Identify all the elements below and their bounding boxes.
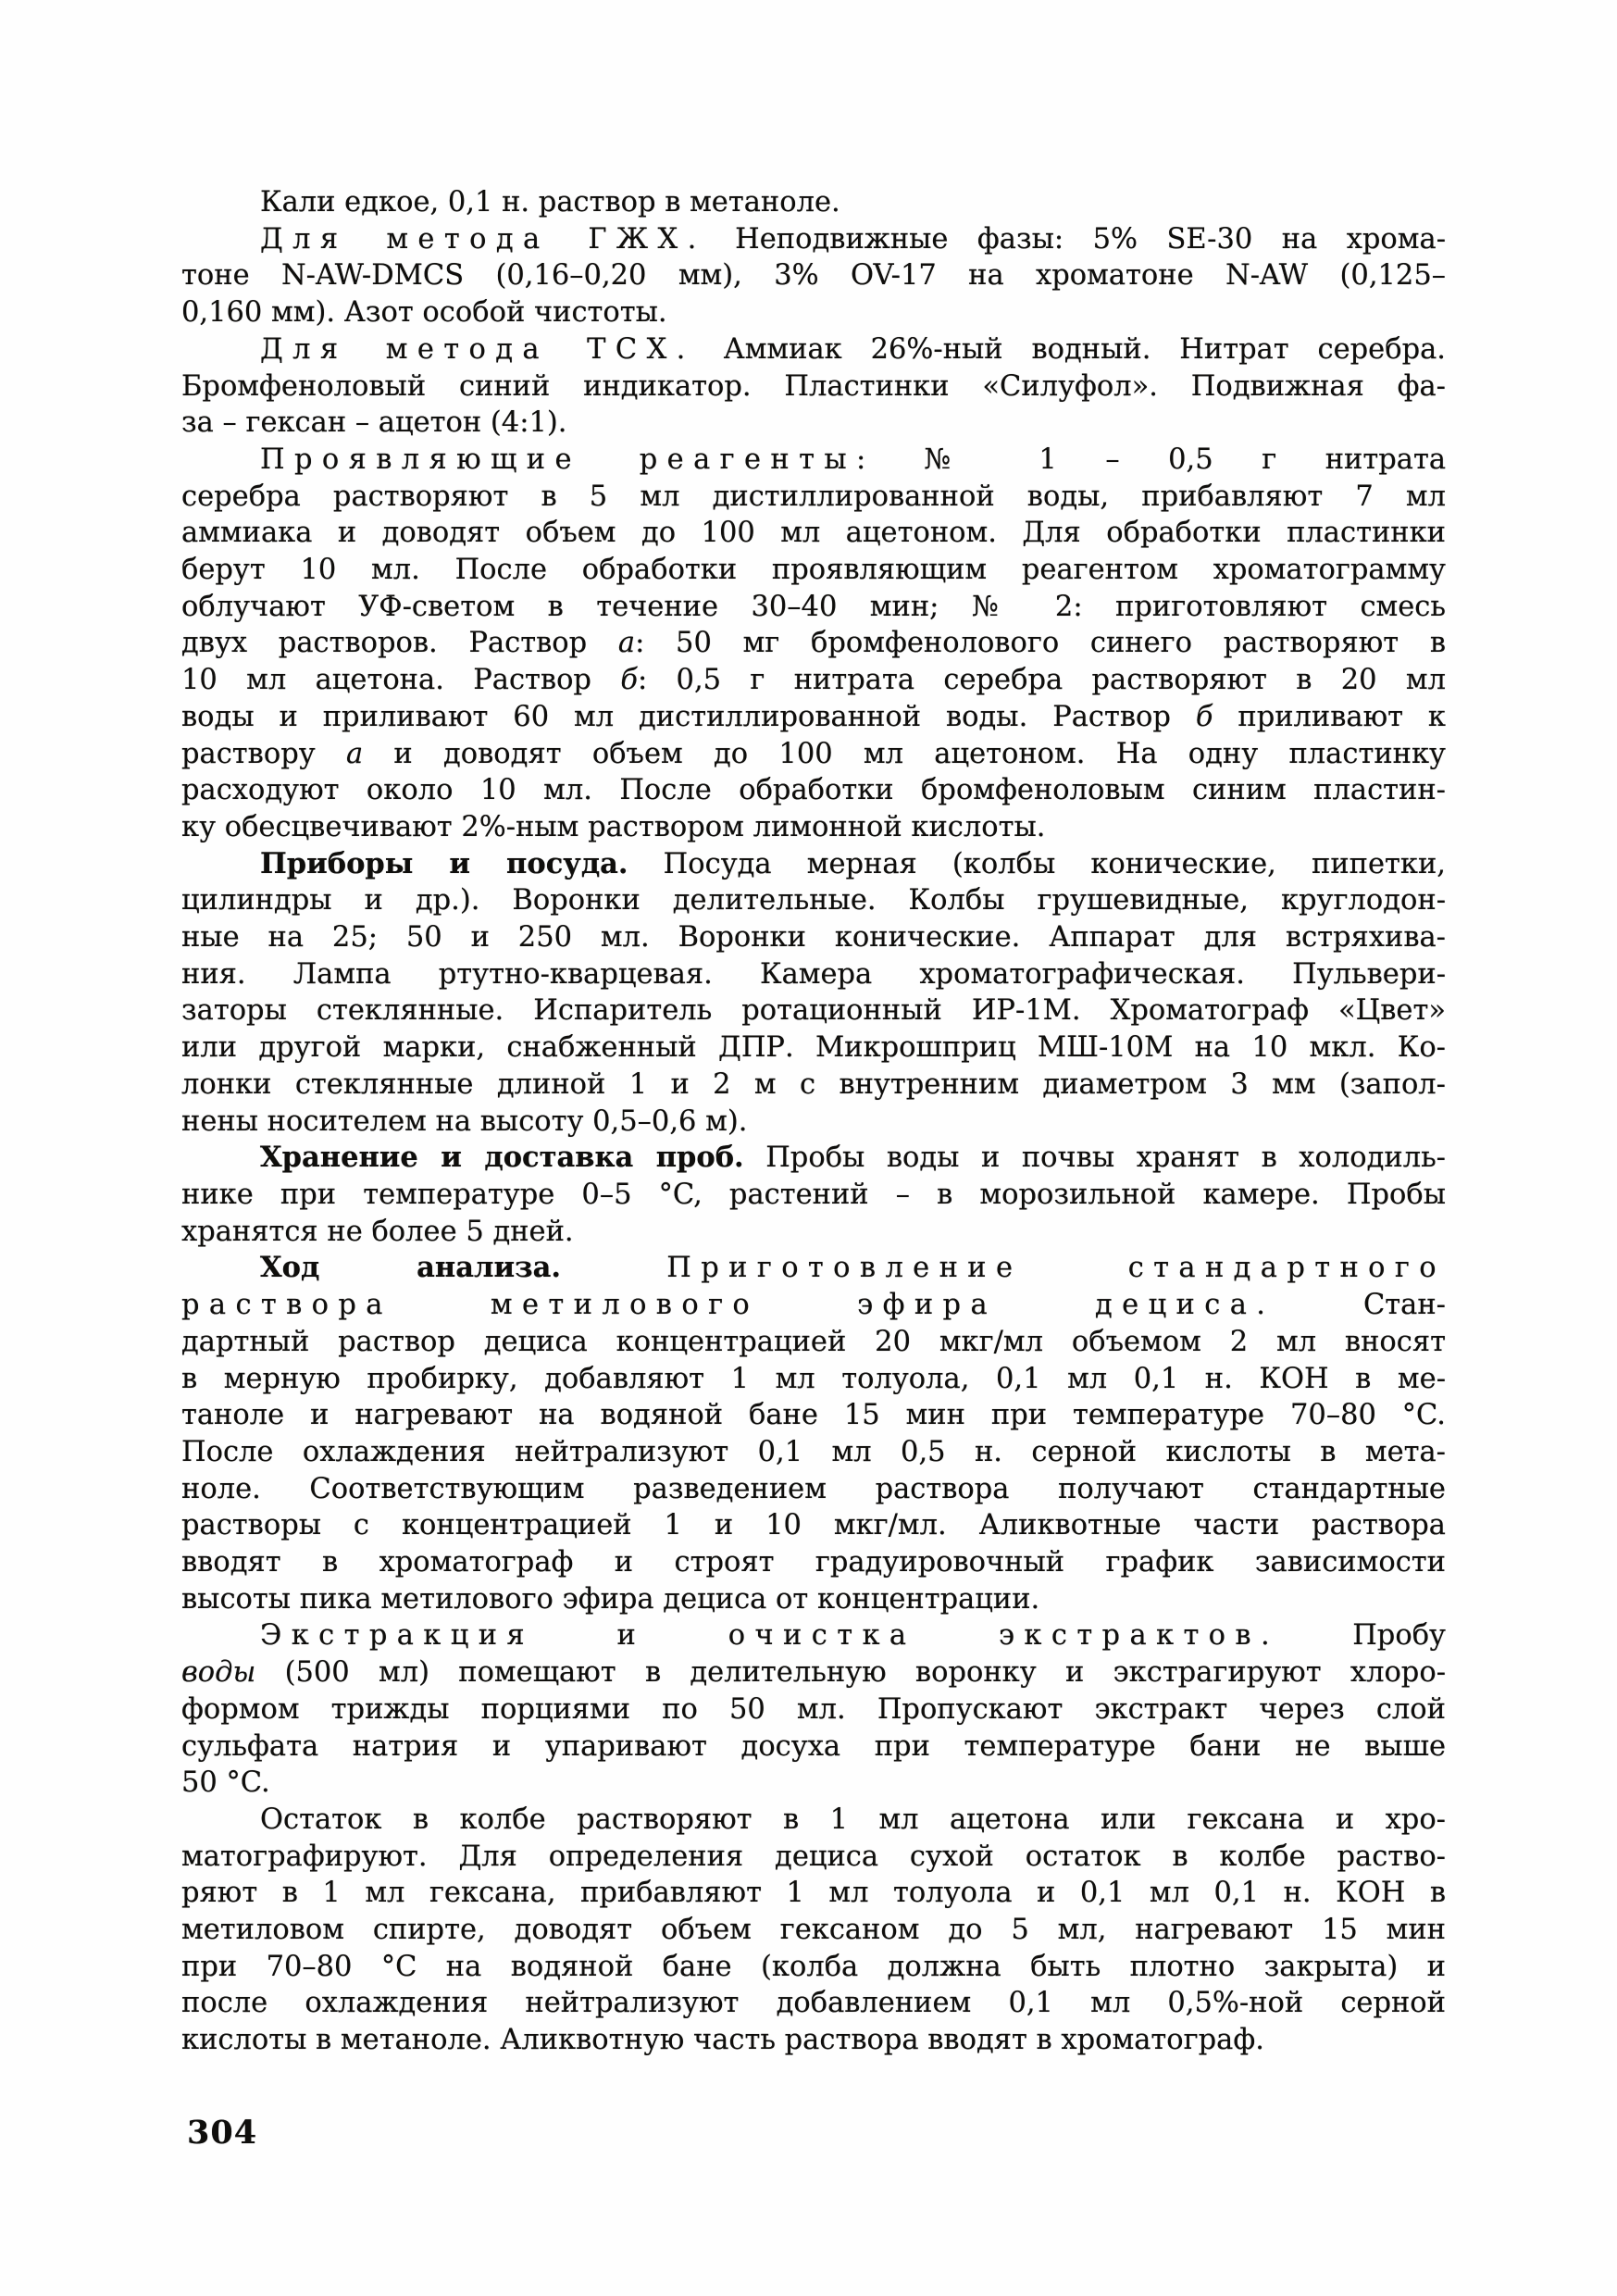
text-segment: Посуда мерная (колбы конические, пипетки, (628, 847, 1446, 880)
text-line (181, 1434, 1446, 1471)
text-segment: а (617, 627, 636, 660)
text-line (181, 1029, 1446, 1067)
text-segment: цилиндры и др.). Воронки делительные. Колбы грушевидные, круглодон- (181, 884, 1446, 917)
text-line (181, 1949, 1446, 1986)
text-line (181, 221, 1446, 258)
text-segment: берут 10 мл. После обработки проявляющим реагентом хроматограмму (181, 554, 1446, 587)
text-line (181, 1250, 1446, 1287)
text-segment: Проявляющие реагенты: (260, 443, 876, 476)
text-segment: кислоты в метаноле. Аликвотную часть раствора вводят в хроматограф. (181, 2024, 1264, 2057)
text-segment: Хранение и доставка проб. (260, 1141, 744, 1175)
text-line (181, 1912, 1446, 1949)
text-segment: двух растворов. Раствор (181, 627, 618, 660)
text-line (181, 405, 1446, 442)
text-segment: формом трижды порциями по 50 мл. Пропускают экстракт через слой (181, 1692, 1446, 1726)
text-line (181, 1287, 1446, 1324)
text-segment: 50 °C. (181, 1766, 270, 1800)
text-segment: метиловом спирте, доводят объем гексаном до 5 мл, нагревают 15 мин (181, 1914, 1446, 1947)
text-segment: раствору (181, 737, 346, 770)
text-segment: хранятся не более 5 дней. (181, 1215, 574, 1248)
text-segment: тоне N-AW-DMCS (0,16–0,20 мм), 3% OV-17 на хроматоне N-AW (0,125– (181, 259, 1446, 293)
text-line (181, 1471, 1446, 1508)
text-segment: или другой марки, снабженный ДПР. Микрошприц МШ-10М на 10 мкл. Ко- (181, 1031, 1446, 1065)
text-segment: б (1195, 700, 1213, 733)
text-segment: и доводят объем до 100 мл ацетоном. На одну пластинку (363, 737, 1446, 770)
text-segment: воды и приливают 60 мл дистиллированной воды. Раствор (181, 700, 1196, 733)
text-segment: заторы стеклянные. Испаритель ротационный ИР-1М. Хроматограф «Цвет» (181, 994, 1446, 1028)
text-segment: Стан- (1275, 1289, 1446, 1322)
text-line (181, 294, 1446, 331)
text-segment: приливают к (1213, 700, 1446, 733)
text-segment: матографируют. Для определения дециса сухой остаток в колбе раство- (181, 1840, 1446, 1873)
text-segment: нены носителем на высоту 0,5–0,6 м). (181, 1104, 748, 1138)
text-segment: облучают УФ-светом в течение 30–40 мин; № 2: приготовляют смесь (181, 590, 1446, 623)
text-block (181, 184, 1446, 2059)
text-line (181, 552, 1446, 589)
text-segment: расходуют около 10 мл. После обработки бромфеноловым синим пластин- (181, 774, 1446, 807)
text-segment: Бромфеноловый синий индикатор. Пластинки «Силуфол». Подвижная фа- (181, 369, 1446, 403)
text-segment: ку обесцвечивают 2%-ным раствором лимонной кислоты. (181, 810, 1046, 843)
text-segment: серебра растворяют в 5 мл дистиллированной воды, прибавляют 7 мл (181, 480, 1446, 513)
text-line (181, 809, 1446, 846)
text-segment: за – гексан – ацетон (4:1). (181, 406, 567, 440)
text-line (181, 992, 1446, 1029)
text-segment: аммиака и доводят объем до 100 мл ацетоном. Для обработки пластинки (181, 517, 1446, 550)
text-segment: ряют в 1 мл гексана, прибавляют 1 мл толуола и 0,1 мл 0,1 н. КОН в (181, 1877, 1446, 1910)
text-segment: Для метода ГЖХ. (260, 222, 706, 256)
text-segment: Неподвижные фазы: 5% SE-30 на хрома- (705, 222, 1446, 256)
text-line (181, 699, 1446, 736)
text-line (181, 1140, 1446, 1177)
text-segment: № 1 – 0,5 г нитрата (875, 443, 1447, 476)
text-line (181, 772, 1446, 809)
text-line (181, 1581, 1446, 1618)
text-line (181, 1617, 1446, 1654)
text-segment: Пробы воды и почвы хранят в холодиль- (743, 1142, 1446, 1175)
text-line (181, 1839, 1446, 1876)
text-segment: 10 мл ацетона. Раствор (181, 664, 621, 697)
text-line (181, 331, 1446, 368)
text-line (181, 1397, 1446, 1434)
text-segment: Для метода ТСХ. (260, 332, 695, 366)
text-segment: 0,160 мм). Азот особой чистоты. (181, 296, 667, 330)
text-segment: ноле. Соответствующим разведением раствора получают стандартные (181, 1472, 1446, 1505)
text-segment: : 50 мг бромфенолового синего растворяют в (635, 627, 1446, 660)
text-segment: дартный раствор дециса концентрацией 20 мкг/мл объемом 2 мл вносят (181, 1325, 1446, 1358)
text-segment: Ход анализа. (260, 1251, 561, 1285)
text-line (181, 1691, 1446, 1728)
text-line (181, 846, 1446, 883)
text-line (181, 1802, 1446, 1839)
text-segment: б (620, 664, 638, 697)
text-segment: раствора метилового эфира дециса. (181, 1289, 1275, 1322)
text-line (181, 1985, 1446, 2022)
text-segment: После охлаждения нейтрализуют 0,1 мл 0,5 н. серной кислоты в мета- (181, 1435, 1446, 1468)
text-line (181, 882, 1446, 919)
text-line (181, 1875, 1446, 1912)
text-segment: а (345, 737, 364, 770)
text-line (181, 1507, 1446, 1544)
text-line (181, 257, 1446, 294)
text-line (181, 1104, 1446, 1141)
text-line (181, 736, 1446, 773)
text-segment: Приборы и посуда. (260, 846, 628, 880)
text-line (181, 1654, 1446, 1691)
text-line (181, 515, 1446, 552)
text-segment: Аммиак 26%-ный водный. Нитрат серебра. (694, 332, 1446, 366)
text-segment: воды (181, 1656, 256, 1690)
text-segment: Остаток в колбе растворяют в 1 мл ацетона или гексана и хро- (260, 1803, 1446, 1836)
text-segment: в мерную пробирку, добавляют 1 мл толуола, 0,1 мл 0,1 н. КОН в ме- (181, 1362, 1446, 1395)
text-segment: после охлаждения нейтрализуют добавлением 0,1 мл 0,5%-ной серной (181, 1987, 1446, 2020)
text-segment: высоты пика метилового эфира дециса от концентрации. (181, 1582, 1040, 1616)
text-line (181, 1728, 1446, 1766)
text-segment: Кали едкое, 0,1 н. раствор в метаноле. (260, 186, 840, 218)
text-segment: сульфата натрия и упаривают досуха при температуре бани не выше (181, 1729, 1446, 1763)
text-line (181, 589, 1446, 626)
text-segment: (500 мл) помещают в делительную воронку и экстрагируют хлоро- (255, 1656, 1446, 1690)
text-line (181, 368, 1446, 406)
text-line (181, 1177, 1446, 1214)
text-segment: вводят в хроматограф и строят градуировочный график зависимости (181, 1546, 1446, 1579)
text-segment: лонки стеклянные длиной 1 и 2 м с внутренним диаметром 3 мм (запол- (181, 1067, 1446, 1101)
text-segment: ные на 25; 50 и 250 мл. Воронки конические. Аппарат для встряхива- (181, 921, 1446, 955)
text-segment: : 0,5 г нитрата серебра растворяют в 20 мл (637, 664, 1446, 697)
text-line (181, 919, 1446, 956)
text-line (181, 956, 1446, 993)
text-line (181, 1067, 1446, 1104)
text-line (181, 479, 1446, 516)
text-line (181, 1544, 1446, 1581)
page-number: 304 (187, 2114, 258, 2152)
text-segment: таноле и нагревают на водяной бане 15 мин при температуре 70–80 °C. (181, 1399, 1446, 1432)
text-line (181, 1214, 1446, 1251)
text-line (181, 625, 1446, 662)
text-segment: растворы с концентрацией 1 и 10 мкг/мл. Аликвотные части раствора (181, 1509, 1446, 1542)
text-segment: Пробу (1279, 1619, 1446, 1653)
text-segment: нике при температуре 0–5 °C, растений – в морозильной камере. Пробы (181, 1178, 1446, 1211)
text-line (181, 662, 1446, 699)
text-segment: Экстракция и очистка экстрактов. (260, 1619, 1280, 1653)
text-segment: при 70–80 °C на водяной бане (колба должна быть плотно закрыта) и (181, 1950, 1446, 1983)
text-line (181, 1765, 1446, 1802)
text-line (181, 442, 1446, 479)
text-line (181, 1361, 1446, 1398)
text-line (181, 2022, 1446, 2059)
text-segment: ния. Лампа ртутно-кварцевая. Камера хроматографическая. Пульвери- (181, 957, 1446, 991)
text-line (181, 1324, 1446, 1361)
text-line (181, 184, 1446, 221)
text-segment: Приготовление стандартного (561, 1252, 1446, 1285)
